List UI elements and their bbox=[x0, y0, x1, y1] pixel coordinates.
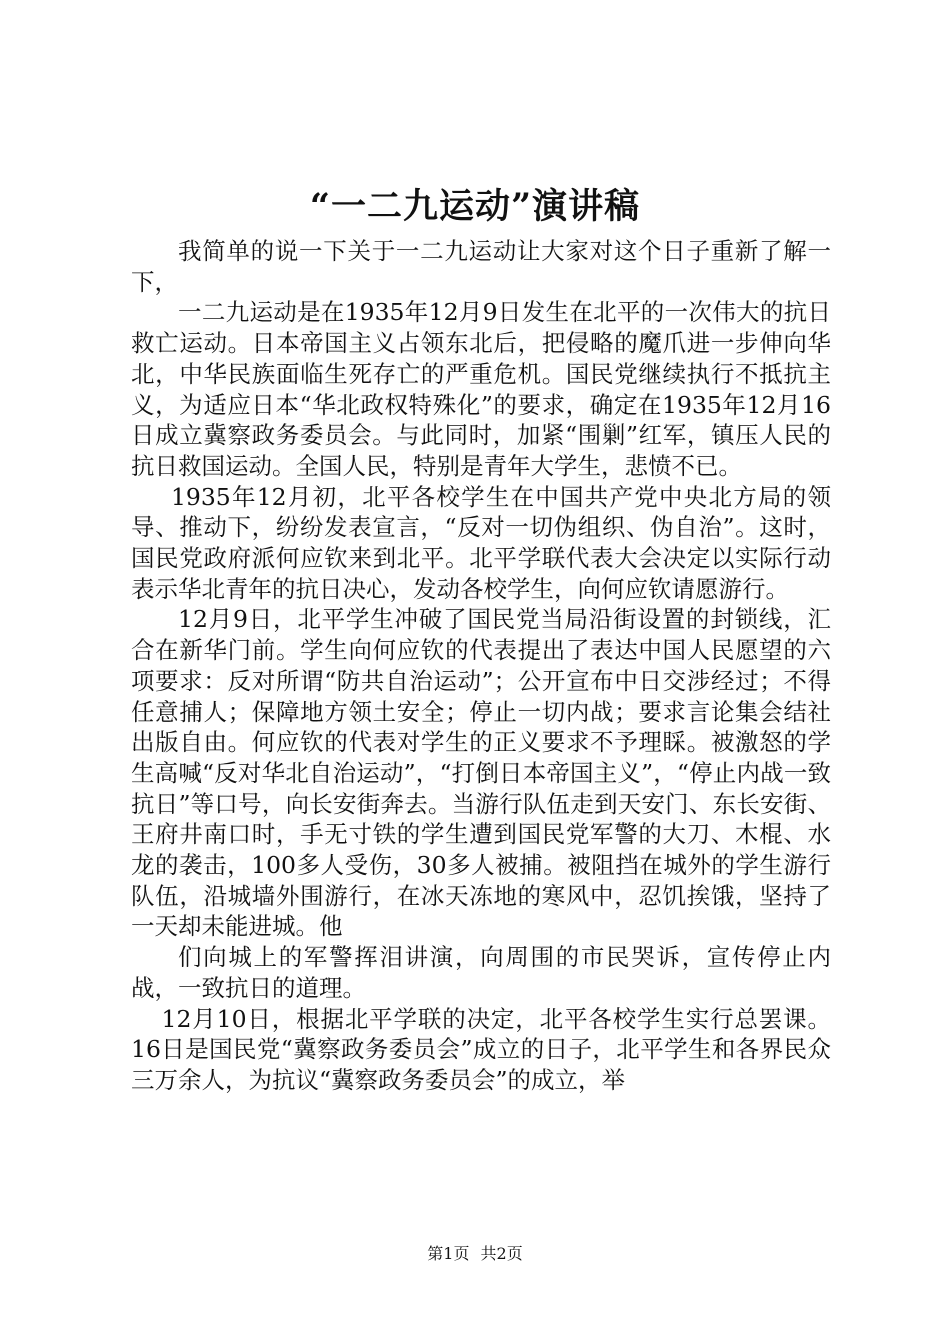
paragraph: 我简单的说一下关于一二九运动让大家对这个日子重新了解一下， bbox=[131, 237, 831, 296]
document-body bbox=[131, 236, 831, 1096]
paragraph: 们向城上的军警挥泪讲演，向周围的市民哭诉，宣传停止内战，一致抗日的道理。 bbox=[131, 943, 831, 1002]
page-number: 第1页 bbox=[427, 1244, 470, 1263]
paragraph: 12月10日，根据北平学联的决定，北平各校学生实行总罢课。16日是国民党“冀察政务委员会”成立的日子，北平学生和各界民众三万余人，为抗议“冀察政务委员会”的成立，举 bbox=[131, 1004, 831, 1094]
paragraph: 1935年12月初，北平各校学生在中国共产党中央北方局的领导、推动下，纷纷发表宣言，“反对一切伪组织、伪自治”。这时，国民党政府派何应钦来到北平。北平学联代表大会决定以实际行动表示华北青年的抗日决心，发动各校学生，向何应钦请愿游行。 bbox=[131, 482, 831, 603]
document-title: “一二九运动”演讲稿 bbox=[309, 186, 641, 227]
paragraph: 12月9日，北平学生冲破了国民党当局沿街设置的封锁线，汇合在新华门前。学生向何应钦的代表提出了表达中国人民愿望的六项要求：反对所谓“防共自治运动”；公开宣布中日交涉经过；不得任意捕人；保障地方领土安全；停止一切内战；要求言论集会结社出版自由。何应钦的代表对学生的正义要求不予理睬。被激怒的学生高喊“反对华北自治运动”，“打倒日本帝国主义”，“停止内战一致抗日”等口号，向长安街奔去。当游行队伍走到天安门、东长安街、王府井南口时，手无寸铁的学生遭到国民党军警的大刀、木棍、水龙的袭击，100多人受伤，30多人被捕。被阻挡在城外的学生游行队伍，沿城墙外围游行，在冰天冻地的寒风中，忍饥挨饿，坚持了一天却未能进城。他 bbox=[131, 605, 831, 941]
page-footer bbox=[0, 1243, 950, 1265]
paragraph: 一二九运动是在1935年12月9日发生在北平的一次伟大的抗日救亡运动。日本帝国主义占领东北后，把侵略的魔爪进一步伸向华北，中华民族面临生死存亡的严重危机。国民党继续执行不抵抗主义，为适应日本“华北政权特殊化”的要求，确定在1935年12月16日成立冀察政务委员会。与此同时，加紧“围剿”红军，镇压人民的抗日救国运动。全国人民，特别是青年大学生，悲愤不已。 bbox=[131, 298, 831, 480]
page-total: 共2页 bbox=[480, 1244, 523, 1263]
